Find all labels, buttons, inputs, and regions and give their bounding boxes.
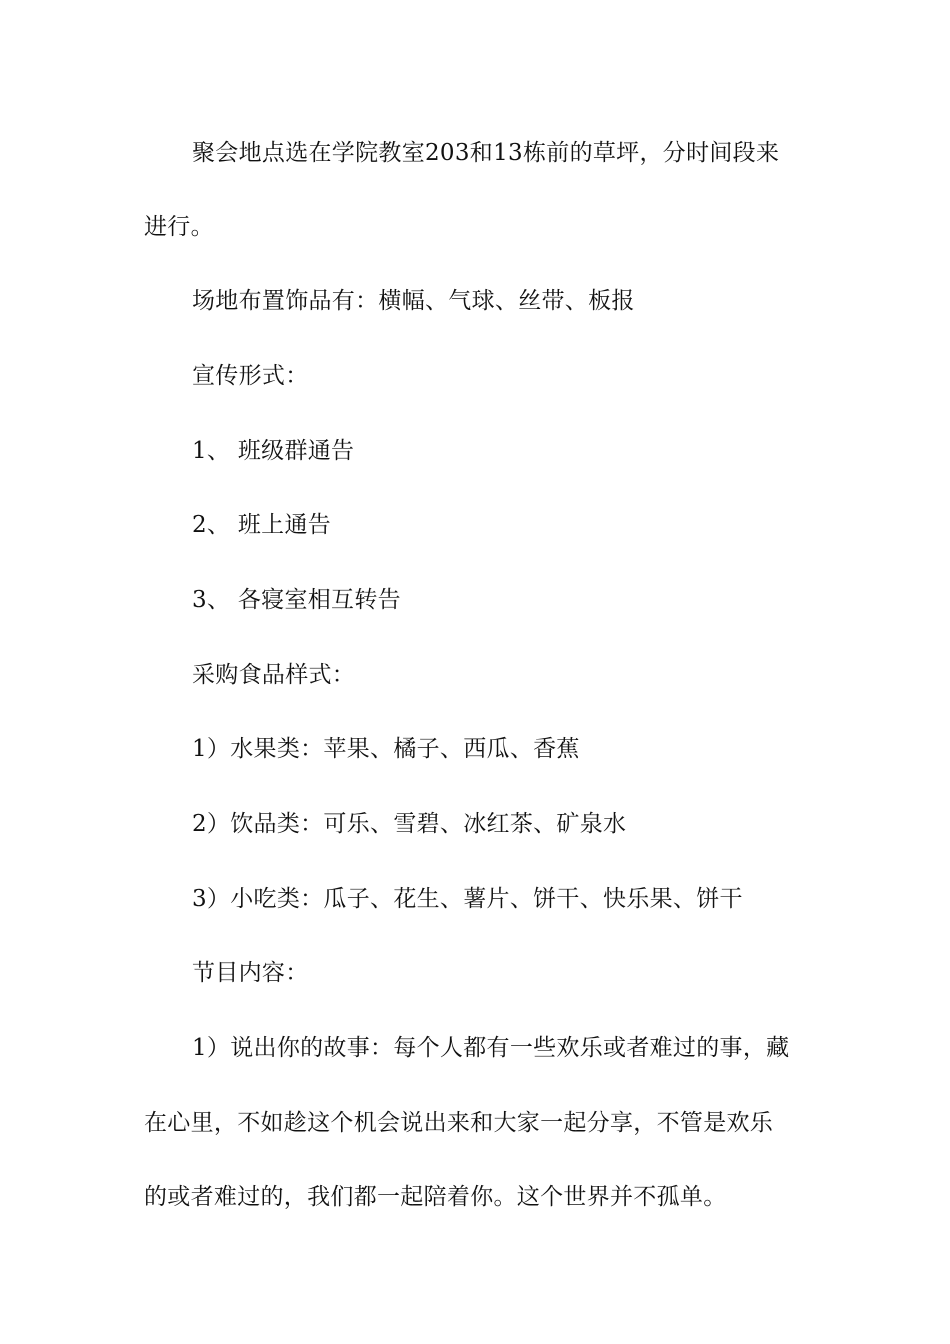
paragraph-venue-line-1: 聚会地点选在学院教室203和13栋前的草坪，分时间段来 xyxy=(192,140,780,166)
paragraph-venue-line-2: 进行。 xyxy=(144,214,214,240)
heading-promotion: 宣传形式： xyxy=(192,363,309,389)
paragraph-story-line-3: 的或者难过的，我们都一起陪着你。这个世界并不孤单。 xyxy=(144,1184,727,1210)
list-item-food-2: 2）饮品类：可乐、雪碧、冰红茶、矿泉水 xyxy=(192,811,627,837)
list-item-food-1: 1）水果类：苹果、橘子、西瓜、香蕉 xyxy=(192,736,580,762)
paragraph-story-line-2: 在心里，不如趁这个机会说出来和大家一起分享，不管是欢乐 xyxy=(144,1110,774,1136)
heading-food: 采购食品样式： xyxy=(192,662,356,688)
paragraph-decorations: 场地布置饰品有：横幅、气球、丝带、板报 xyxy=(192,288,635,314)
list-item-promotion-3: 3、 各寝室相互转告 xyxy=(192,587,401,613)
list-item-promotion-2: 2、 班上通告 xyxy=(192,512,332,538)
list-item-food-3: 3）小吃类：瓜子、花生、薯片、饼干、快乐果、饼干 xyxy=(192,886,743,912)
list-item-promotion-1: 1、 班级群通告 xyxy=(192,438,355,464)
paragraph-story-line-1: 1）说出你的故事：每个人都有一些欢乐或者难过的事，藏 xyxy=(192,1035,790,1061)
heading-program: 节目内容： xyxy=(192,960,309,986)
